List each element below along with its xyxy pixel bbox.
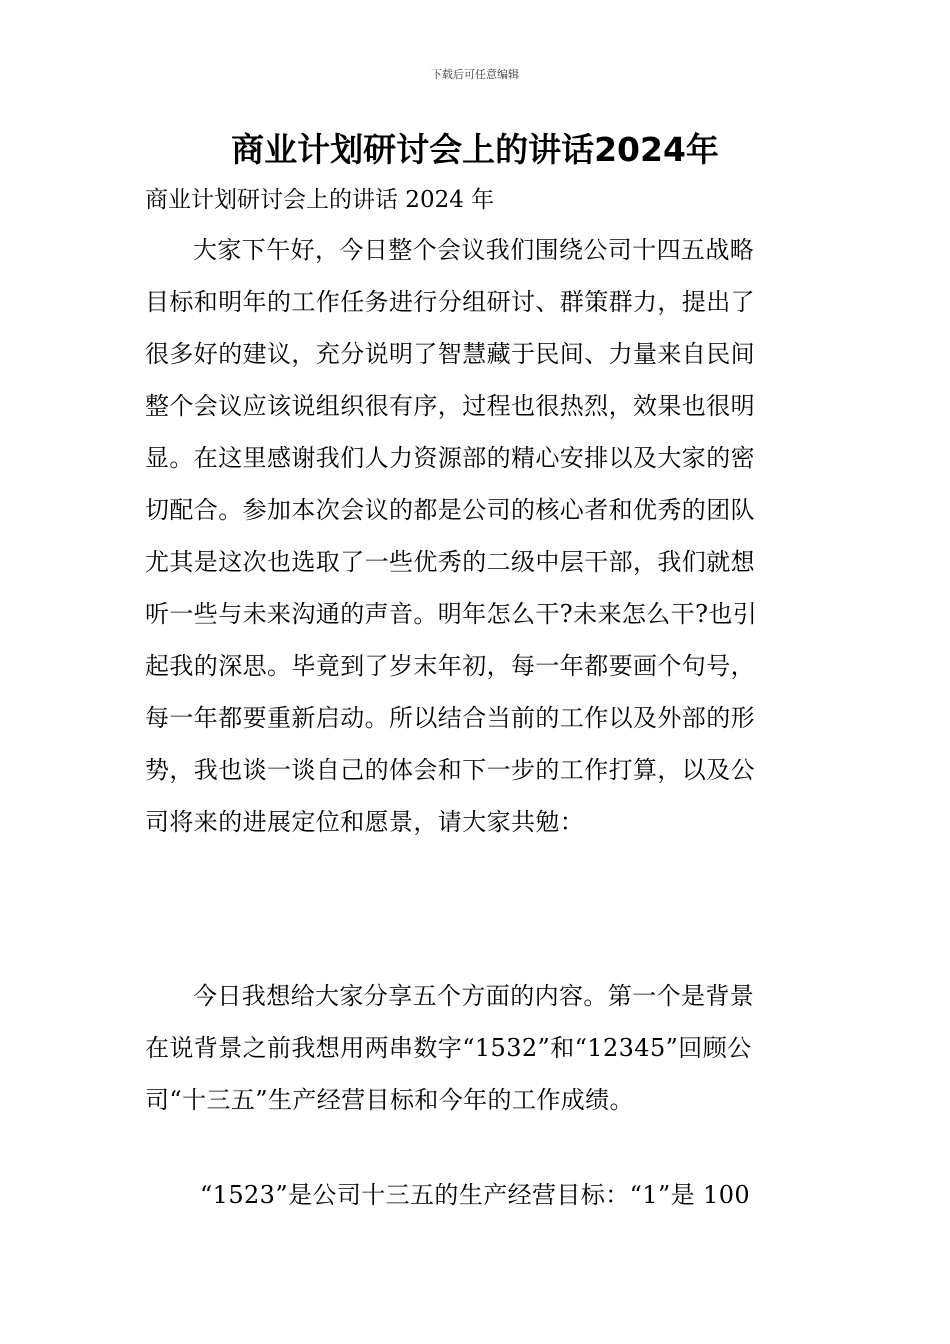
paragraph-3 [145,1169,810,1221]
paragraph-2 [145,970,810,1126]
paragraph-line: 每一年都要重新启动。所以结合当前的工作以及外部的形 [145,704,755,732]
paragraph-line: 势，我也谈一谈自己的体会和下一步的工作打算，以及公 [145,756,755,784]
paragraph-line: 司将来的进展定位和愿景，请大家共勉： [145,808,585,836]
paragraph-line: 大家下午好，今日整个会议我们围绕公司十四五战略 [193,236,755,264]
header-note: 下载后可任意编辑 [431,68,519,81]
document-subtitle: 商业计划研讨会上的讲话 2024 年 [145,187,495,213]
paragraph-line: 显。在这里感谢我们人力资源部的精心安排以及大家的密 [145,444,755,472]
paragraph-line: 整个会议应该说组织很有序，过程也很热烈，效果也很明 [145,392,755,420]
paragraph-line: 切配合。参加本次会议的都是公司的核心者和优秀的团队 [145,496,755,524]
paragraph-line: 听一些与未来沟通的声音。明年怎么干?未来怎么干?也引 [145,600,758,628]
paragraph-1 [145,224,810,848]
paragraph-line: 很多好的建议，充分说明了智慧藏于民间、力量来自民间 [145,340,755,368]
paragraph-line: 目标和明年的工作任务进行分组研讨、群策群力，提出了 [145,288,755,316]
document-title: 商业计划研讨会上的讲话2024年 [231,130,719,169]
paragraph-line: “1523”是公司十三五的生产经营目标：“1”是 100 [200,1181,751,1209]
paragraph-line: 在说背景之前我想用两串数字“1532”和“12345”回顾公 [145,1034,752,1062]
paragraph-line: 起我的深思。毕竟到了岁末年初，每一年都要画个句号， [145,652,755,680]
paragraph-line: 尤其是这次也选取了一些优秀的二级中层干部，我们就想 [145,548,755,576]
paragraph-line: 今日我想给大家分享五个方面的内容。第一个是背景 [193,982,755,1010]
paragraph-line: 司“十三五”生产经营目标和今年的工作成绩。 [145,1086,634,1114]
